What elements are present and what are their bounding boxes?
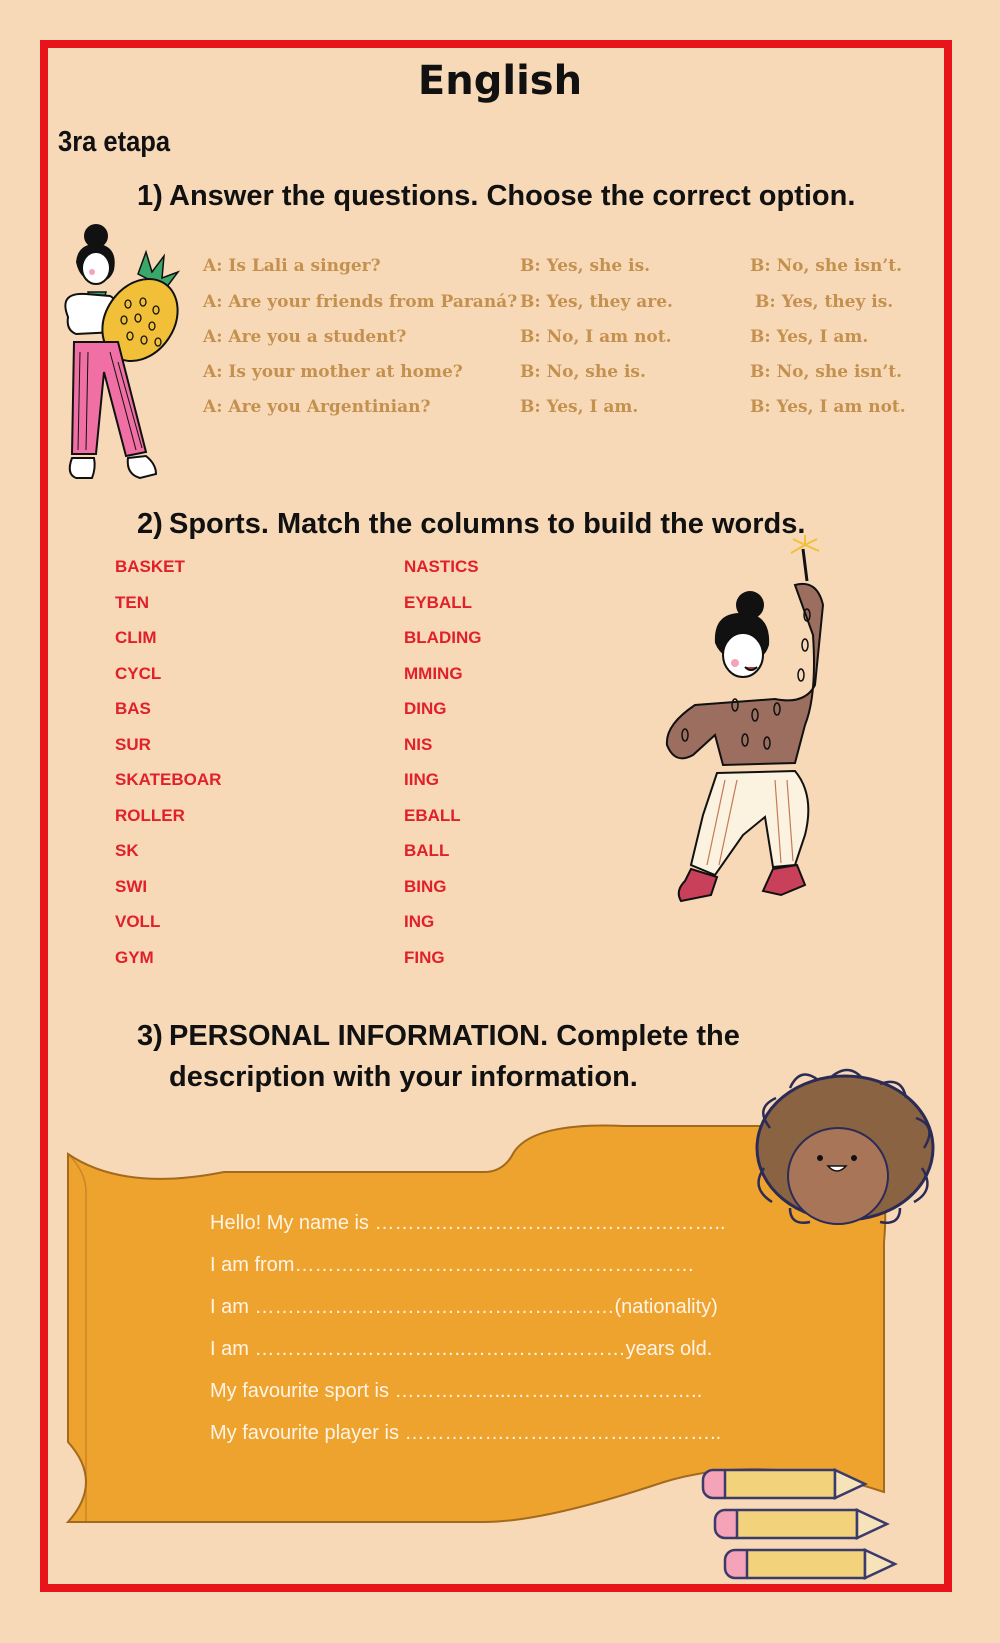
answer-2b[interactable]: B: Yes, they is. — [755, 292, 894, 312]
section2-heading-text: Sports. Match the columns to build the words. — [169, 508, 806, 540]
sport-left-9[interactable]: SK — [115, 841, 139, 860]
answer-1a[interactable]: B: Yes, she is. — [520, 256, 651, 276]
sport-right-7[interactable]: IING — [404, 770, 439, 789]
section3-heading-line2: description with your information. — [169, 1061, 638, 1093]
girl-pineapple-illustration — [48, 222, 188, 507]
sport-line[interactable]: My favourite sport is ……………...……………………….. — [210, 1380, 703, 1402]
nationality-line[interactable]: I am ………………………………………………(nationality) — [210, 1296, 718, 1318]
answer-5b[interactable]: B: Yes, I am not. — [750, 397, 906, 417]
answer-3b[interactable]: B: Yes, I am. — [750, 327, 869, 347]
pencils-illustration — [695, 1462, 905, 1592]
stage-label: 3ra etapa — [58, 126, 171, 158]
sport-left-4[interactable]: CYCL — [115, 664, 162, 683]
answer-4b[interactable]: B: No, she isn’t. — [750, 362, 903, 382]
sport-right-3[interactable]: BLADING — [404, 628, 482, 647]
sport-left-8[interactable]: ROLLER — [115, 806, 185, 825]
section1-heading — [137, 180, 855, 213]
answer-3a[interactable]: B: No, I am not. — [520, 327, 672, 347]
sport-right-10[interactable]: BING — [404, 877, 447, 896]
sport-left-10[interactable]: SWI — [115, 877, 148, 896]
curly-hair-face-illustration — [750, 1068, 940, 1228]
section3-heading-line1 — [137, 1020, 740, 1053]
sport-right-8[interactable]: EBALL — [404, 806, 461, 825]
sport-right-2[interactable]: EYBALL — [404, 593, 472, 612]
sport-left-2[interactable]: TEN — [115, 593, 149, 612]
sport-right-9[interactable]: BALL — [404, 841, 450, 860]
section2-number: 2) — [137, 508, 163, 540]
sport-right-1[interactable]: NASTICS — [404, 557, 479, 576]
sport-left-3[interactable]: CLIM — [115, 628, 157, 647]
section1-number: 1) — [137, 180, 163, 212]
sport-left-11[interactable]: VOLL — [115, 912, 161, 931]
sport-left-7[interactable]: SKATEBOAR — [115, 770, 222, 789]
section3-heading-text-1: PERSONAL INFORMATION. Complete the — [169, 1020, 740, 1052]
question-3: A: Are you a student? — [203, 327, 407, 347]
section1-heading-text: Answer the questions. Choose the correct option. — [169, 180, 856, 212]
answer-4a[interactable]: B: No, she is. — [520, 362, 646, 382]
sport-right-11[interactable]: ING — [404, 912, 435, 931]
answer-5a[interactable]: B: Yes, I am. — [520, 397, 639, 417]
age-line[interactable]: I am …………………………..……………………years old. — [210, 1338, 713, 1360]
name-line[interactable]: Hello! My name is …………………………………………….. — [210, 1212, 726, 1234]
sport-right-5[interactable]: DING — [404, 699, 447, 718]
section3-number: 3) — [137, 1020, 163, 1052]
from-line[interactable]: I am from…………………………………………………… — [210, 1254, 695, 1276]
player-line[interactable]: My favourite player is …………….………………………….. — [210, 1422, 722, 1444]
sport-right-6[interactable]: NIS — [404, 735, 433, 754]
question-4: A: Is your mother at home? — [203, 362, 463, 382]
sport-right-4[interactable]: MMING — [404, 664, 463, 683]
question-2: A: Are your friends from Paraná? — [203, 292, 518, 312]
sport-right-12[interactable]: FING — [404, 948, 445, 967]
answer-2a[interactable]: B: Yes, they are. — [520, 292, 673, 312]
sport-left-5[interactable]: BAS — [115, 699, 151, 718]
sport-left-12[interactable]: GYM — [115, 948, 154, 967]
question-1: A: Is Lali a singer? — [203, 256, 381, 276]
sport-left-1[interactable]: BASKET — [115, 557, 185, 576]
question-5: A: Are you Argentinian? — [203, 397, 431, 417]
page-title: English — [417, 58, 583, 104]
sport-left-6[interactable]: SUR — [115, 735, 151, 754]
answer-1b[interactable]: B: No, she isn’t. — [750, 256, 903, 276]
girl-sparkler-illustration — [655, 535, 855, 945]
